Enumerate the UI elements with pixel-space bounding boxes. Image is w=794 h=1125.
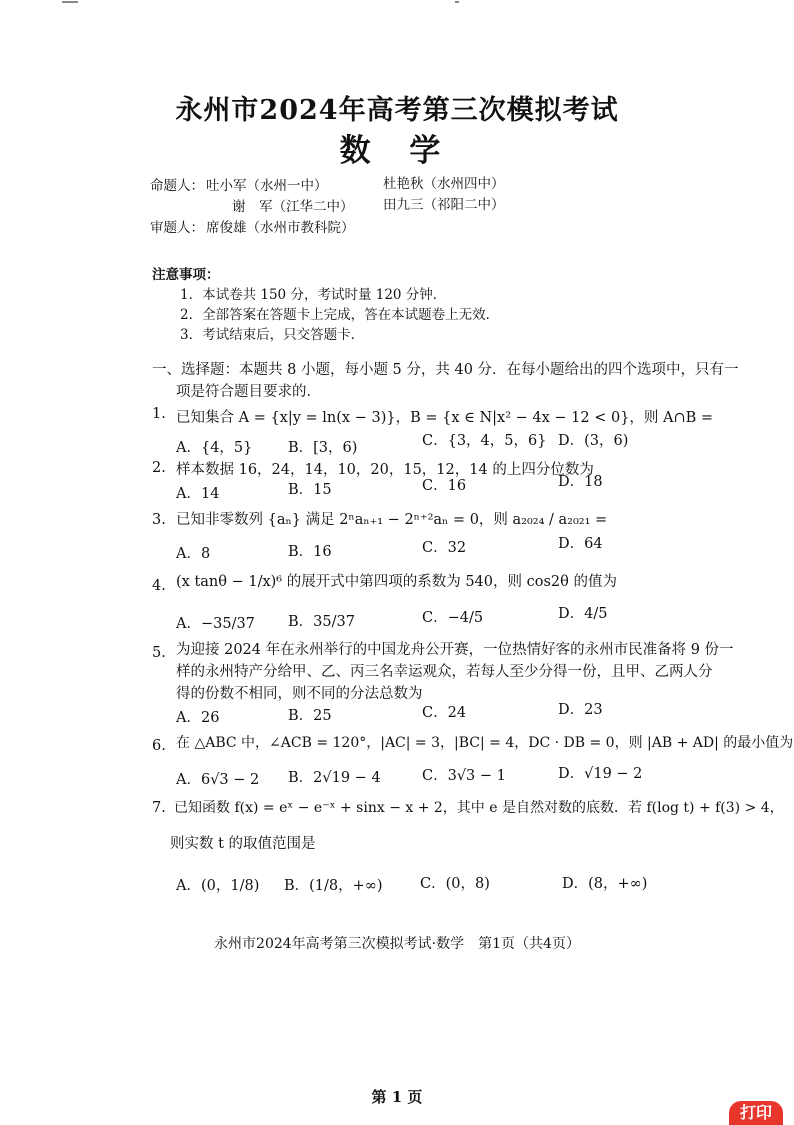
option-d: D．18 <box>558 474 603 490</box>
option-a: A．26 <box>176 710 220 726</box>
exam-subject: 数 学 <box>339 133 455 169</box>
question-text: 已知函数 f(x) = eˣ − e⁻ˣ + sinx − x + 2，其中 e 是自然对数的底数．若 f(log t) + f(3) > 4， <box>174 800 784 816</box>
question-text-cont: 则实数 t 的取值范围是 <box>170 836 316 852</box>
question-number: 1. <box>152 406 166 422</box>
option-c: C．32 <box>422 540 467 556</box>
question-number: 2. <box>152 460 166 476</box>
page-number-label: 第 1 页 <box>371 1088 423 1106</box>
option-c: C．3√3 − 1 <box>422 768 506 784</box>
proposer-1: 吐小军（水州一中） <box>206 178 328 194</box>
option-d: D．4/5 <box>558 606 608 622</box>
option-a: A．−35/37 <box>176 616 255 632</box>
question-text: 在 △ABC 中，∠ACB = 120°，|AC| = 3，|BC| = 4，DC · DB = 0，则 |AB + AD| 的最小值为 <box>176 735 794 751</box>
notice-item: 3．考试结束后，只交答题卡． <box>180 327 365 343</box>
question-text: 已知非零数列 {aₙ} 满足 2ⁿaₙ₊₁ − 2ⁿ⁺²aₙ = 0，则 a₂₀₂₄ / a₂₀₂₁ = <box>176 512 608 528</box>
scan-marks <box>0 0 794 6</box>
page-footer: 永州市2024年高考第三次模拟考试·数学 第1页（共4页） <box>214 936 580 952</box>
option-b: B．2√19 − 4 <box>288 770 381 786</box>
option-d: D．23 <box>558 702 603 718</box>
question-number: 3. <box>152 512 166 528</box>
option-d: D．(3，6) <box>558 433 629 449</box>
option-a: A．6√3 − 2 <box>176 772 260 788</box>
option-b: B．15 <box>288 482 332 498</box>
option-c: C．{3，4，5，6} <box>422 433 547 449</box>
question-text: 为迎接 2024 年在永州举行的中国龙舟公开赛，一位热情好客的永州市民准备将 9 份一 <box>176 642 734 658</box>
proposer-3: 谢 军（江华二中） <box>232 199 354 215</box>
option-c: C．16 <box>422 478 467 494</box>
option-b: B．25 <box>288 708 332 724</box>
exam-title: 永州市2024年高考第三次模拟考试 <box>175 95 619 126</box>
notice-item: 1．本试卷共 150 分，考试时量 120 分钟． <box>180 287 447 303</box>
proposers-label: 命题人： <box>150 178 204 194</box>
option-c: C．−4/5 <box>422 610 484 626</box>
option-a: A．14 <box>176 486 220 502</box>
question-text: 已知集合 A = {x|y = ln(x − 3)}，B = {x ∈ N|x² − 4x − 12 < 0}，则 A∩B = <box>176 410 714 426</box>
notice-item: 2．全部答案在答题卡上完成，答在本试题卷上无效． <box>180 307 500 323</box>
question-number: 4. <box>152 578 166 594</box>
question-number: 5. <box>152 645 166 661</box>
proposer-2: 杜艳秋（水州四中） <box>383 176 505 192</box>
question-number: 7. <box>152 800 166 816</box>
option-d: D．√19 − 2 <box>558 766 643 782</box>
option-d: D．(8，+∞) <box>562 876 648 892</box>
question-text: 样本数据 16，24，14，10，20，15，12，14 的上四分位数为 <box>176 462 594 478</box>
notice-heading: 注意事项： <box>152 267 220 283</box>
question-number: 6. <box>152 738 166 754</box>
question-text: (x tanθ − 1/x)⁶ 的展开式中第四项的系数为 540，则 cos2θ 的值为 <box>176 574 617 590</box>
option-b: B．[3，6) <box>288 440 358 456</box>
option-a: A．8 <box>176 546 211 562</box>
option-c: C．(0，8) <box>420 876 490 892</box>
option-d: D．64 <box>558 536 603 552</box>
reviewer: 席俊雄（水州市教科院） <box>206 220 355 236</box>
question-text-cont: 样的永州特产分给甲、乙、丙三名幸运观众，若每人至少分得一份，且甲、乙两人分 <box>176 664 713 680</box>
option-c: C．24 <box>422 705 467 721</box>
option-b: B．(1/8，+∞) <box>284 878 383 894</box>
question-text-cont: 得的份数不相同，则不同的分法总数为 <box>176 686 423 702</box>
section-heading: 一、选择题：本题共 8 小题，每小题 5 分，共 40 分．在每小题给出的四个选项中，只有一 <box>152 362 739 378</box>
print-button[interactable]: 打印 <box>729 1101 783 1125</box>
reviewer-label: 审题人： <box>150 220 204 236</box>
option-b: B．16 <box>288 544 332 560</box>
proposer-4: 田九三（祁阳二中） <box>383 197 505 213</box>
option-a: A．(0，1/8) <box>176 878 260 894</box>
option-b: B．35/37 <box>288 614 355 630</box>
section-heading-cont: 项是符合题目要求的． <box>176 384 321 400</box>
option-a: A．{4，5} <box>176 440 253 456</box>
